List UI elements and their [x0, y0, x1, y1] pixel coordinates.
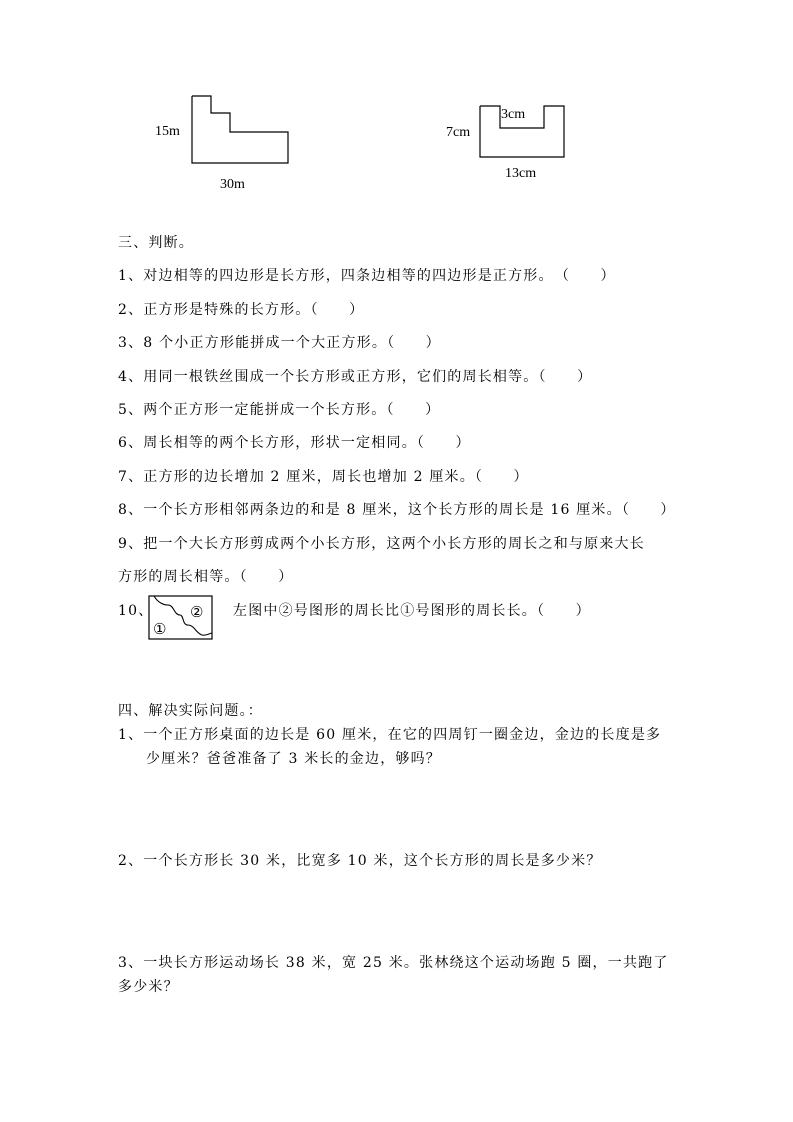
- fig1-width-label: 30m: [220, 177, 245, 192]
- judge-item-1: 1、对边相等的四边形是长方形，四条边相等的四边形是正方形。 （ ）: [118, 268, 616, 284]
- section-4-title: 四、解决实际问题。：: [118, 703, 263, 719]
- judge-item-9-line1: 9、把一个大长方形剪成两个小长方形，这两个小长方形的周长之和与原来大长: [118, 536, 645, 552]
- judge-item-8: 8、一个长方形相邻两条边的和是 8 厘米，这个长方形的周长是 16 厘米。（ ）: [118, 502, 676, 518]
- judge-item-3: 3、8 个小正方形能拼成一个大正方形。（ ）: [118, 335, 441, 351]
- fig2-width-label: 13cm: [505, 166, 537, 181]
- judge-item-6: 6、周长相等的两个长方形，形状一定相同。（ ）: [118, 435, 471, 451]
- judge-item-5: 5、两个正方形一定能拼成一个长方形。（ ）: [118, 402, 441, 418]
- notched-rectangle-figure: [476, 100, 576, 164]
- region-2-label: ②: [190, 603, 204, 621]
- judge-item-10-text: 左图中②号图形的周长比①号图形的周长长。（ ）: [233, 603, 591, 619]
- region-1-label: ①: [153, 620, 167, 638]
- judge-item-2: 2、正方形是特殊的长方形。（ ）: [118, 302, 365, 318]
- judge-item-10-number: 10、: [118, 603, 154, 619]
- judge-item-4: 4、用同一根铁丝围成一个长方形或正方形，它们的周长相等。（ ）: [118, 369, 593, 385]
- problem-1-line2: 少厘米？爸爸准备了 3 米长的金边，够吗？: [146, 751, 442, 767]
- judge-item-7: 7、正方形的边长增加 2 厘米，周长也增加 2 厘米。（ ）: [118, 469, 529, 485]
- problem-3-line1: 3、一块长方形运动场长 38 米，宽 25 米。张林绕这个运动场跑 5 圈，一共跑了: [118, 955, 669, 971]
- problem-2: 2、一个长方形长 30 米，比宽多 10 米，这个长方形的周长是多少米？: [118, 853, 602, 869]
- problem-3-line2: 多少米？: [118, 979, 179, 995]
- judge-item-9-line2: 方形的周长相等。（ ）: [118, 569, 294, 585]
- fig2-height-label: 7cm: [446, 125, 471, 140]
- section-3-title: 三、判断。: [118, 235, 194, 251]
- problem-1-line1: 1、一个正方形桌面的边长是 60 厘米，在它的四周钉一圈金边，金边的长度是多: [118, 727, 662, 743]
- fig2-notch-label: 3cm: [501, 107, 526, 122]
- staircase-figure: [188, 92, 298, 172]
- fig1-height-label: 15m: [155, 124, 180, 139]
